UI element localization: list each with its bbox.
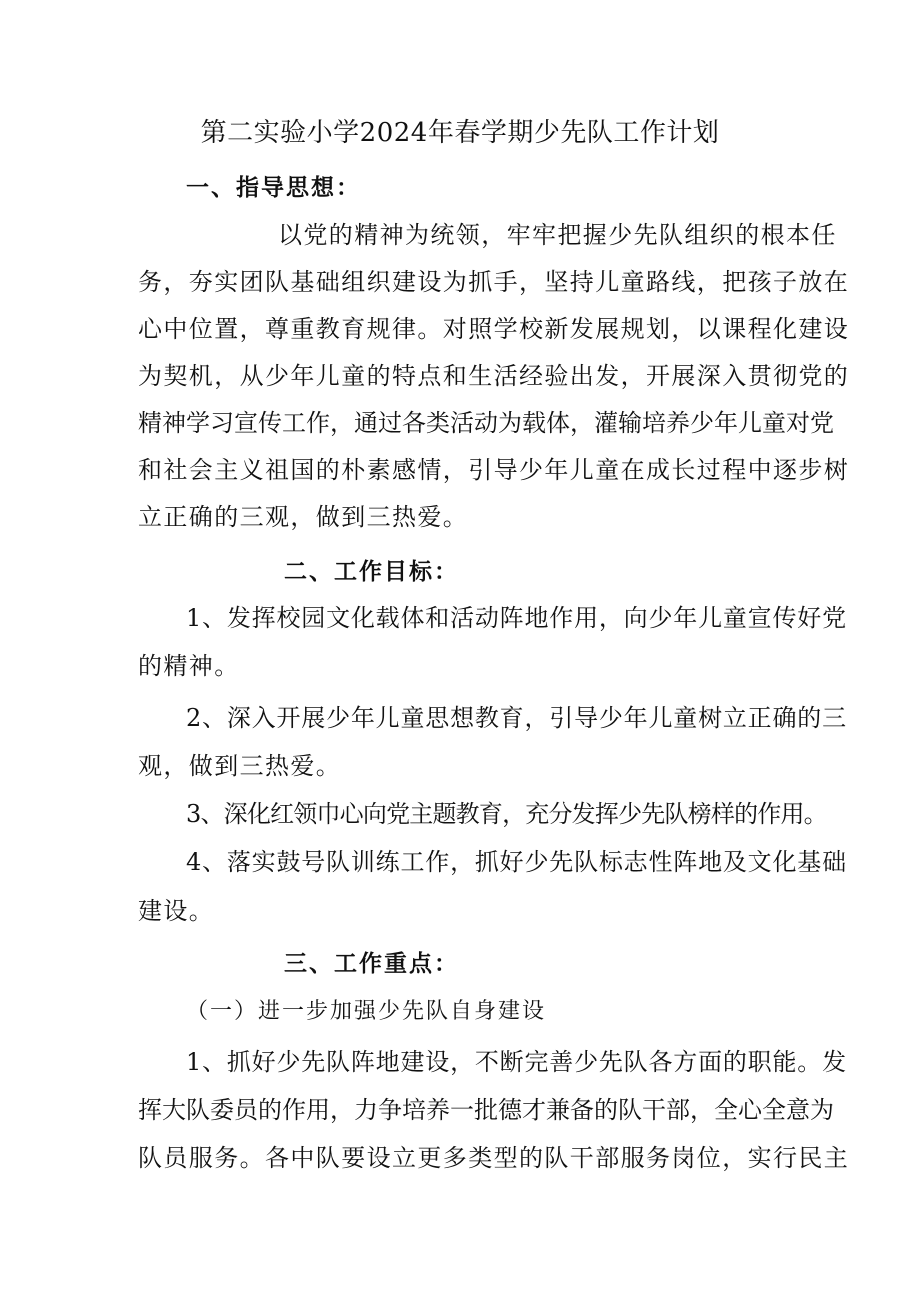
goal-item-line: 4、落实鼓号队训练工作，抓好少先队标志性阵地及文化基础	[186, 848, 847, 876]
paragraph-line: 以党的精神为统领，牢牢把握少先队组织的根本任	[278, 221, 837, 249]
section-heading-work-focus: 三、工作重点：	[284, 951, 459, 977]
goal-item-line: 2、深入开展少年儿童思想教育，引导少年儿童树立正确的三	[186, 704, 847, 732]
document-title: 第二实验小学2024年春学期少先队工作计划	[200, 118, 720, 148]
section-heading-guiding-thought: 一、指导思想：	[186, 175, 361, 201]
goal-item-line: 建设。	[138, 897, 215, 925]
paragraph-line: 为契机，从少年儿童的特点和生活经验出发，开展深入贯彻党的	[138, 362, 850, 390]
goal-item-line: 3、深化红领巾心向党主题教育，充分发挥少先队榜样的作用。	[186, 800, 827, 828]
paragraph-line: 立正确的三观，做到三热爱。	[138, 503, 469, 531]
subsection-heading: （一）进一步加强少先队自身建设	[186, 999, 547, 1024]
section-heading-work-goals: 二、工作目标：	[284, 559, 459, 585]
paragraph-line: 务，夯实团队基础组织建设为抓手，坚持儿童路线，把孩子放在	[138, 268, 850, 296]
goal-item-line: 观，做到三热爱。	[138, 752, 342, 780]
paragraph-line: 精神学习宣传工作，通过各类活动为载体，灌输培养少年儿童对党	[138, 409, 834, 437]
goal-item-line: 1、发挥校园文化载体和活动阵地作用，向少年儿童宣传好党	[186, 604, 847, 632]
paragraph-line: 和社会主义祖国的朴素感情，引导少年儿童在成长过程中逐步树	[138, 456, 850, 484]
paragraph-line: 1、抓好少先队阵地建设，不断完善少先队各方面的职能。发	[186, 1048, 847, 1076]
paragraph-line: 挥大队委员的作用，力争培养一批德才兼备的队干部，全心全意为	[138, 1096, 834, 1124]
goal-item-line: 的精神。	[138, 652, 240, 680]
paragraph-line: 队员服务。各中队要设立更多类型的队干部服务岗位，实行民主	[138, 1144, 850, 1172]
paragraph-line: 心中位置，尊重教育规律。对照学校新发展规划，以课程化建设	[138, 315, 850, 343]
